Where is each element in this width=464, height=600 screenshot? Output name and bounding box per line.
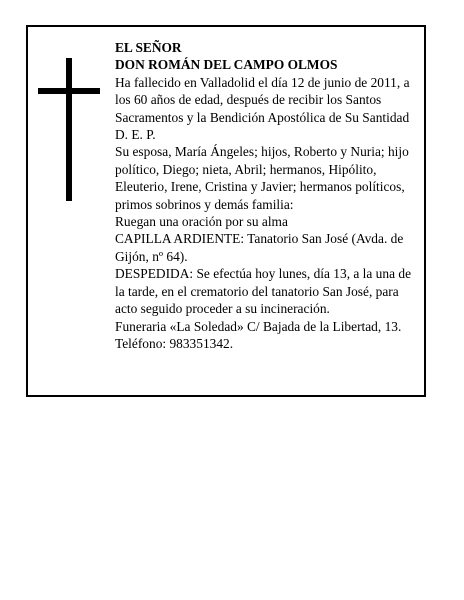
cross-horizontal-bar [38, 88, 100, 94]
cross-icon [38, 58, 100, 201]
obituary-text [115, 39, 419, 352]
deceased-name: DON ROMÁN DEL CAMPO OLMOS [115, 57, 338, 73]
chapel-info: CAPILLA ARDIENTE: Tanatorio San José (Avda. de Gijón, nº 64). [115, 231, 404, 264]
funeral-home-info: Funeraria «La Soledad» C/ Bajada de la Libertad, 13. Teléfono: 983351342. [115, 318, 402, 351]
notice-title: EL SEÑOR [115, 40, 182, 55]
prayer-request: Ruegan una oración por su alma [115, 214, 288, 230]
death-announcement: Ha fallecido en Valladolid el día 12 de junio de 2011, a los 60 años de edad, después de recibir los Santos Sacramentos y la Bendición Apostólica de Su Santidad D. E. P. [115, 74, 410, 143]
family-list: Su esposa, María Ángeles; hijos, Roberto y Nuria; hijo político, Diego; nieta, Abril; hermanos, Hipólito, Eleuterio, Irene, Cristina y Javier; hermanos políticos, primos sobrinos y demás familia: [115, 144, 409, 212]
farewell-info: DESPEDIDA: Se efectúa hoy lunes, día 13, a la una de la tarde, en el crematorio del tanatorio San José, para acto seguido proceder a su incineración. [115, 266, 412, 317]
cross-vertical-bar [66, 58, 72, 201]
obituary-notice [26, 25, 426, 397]
